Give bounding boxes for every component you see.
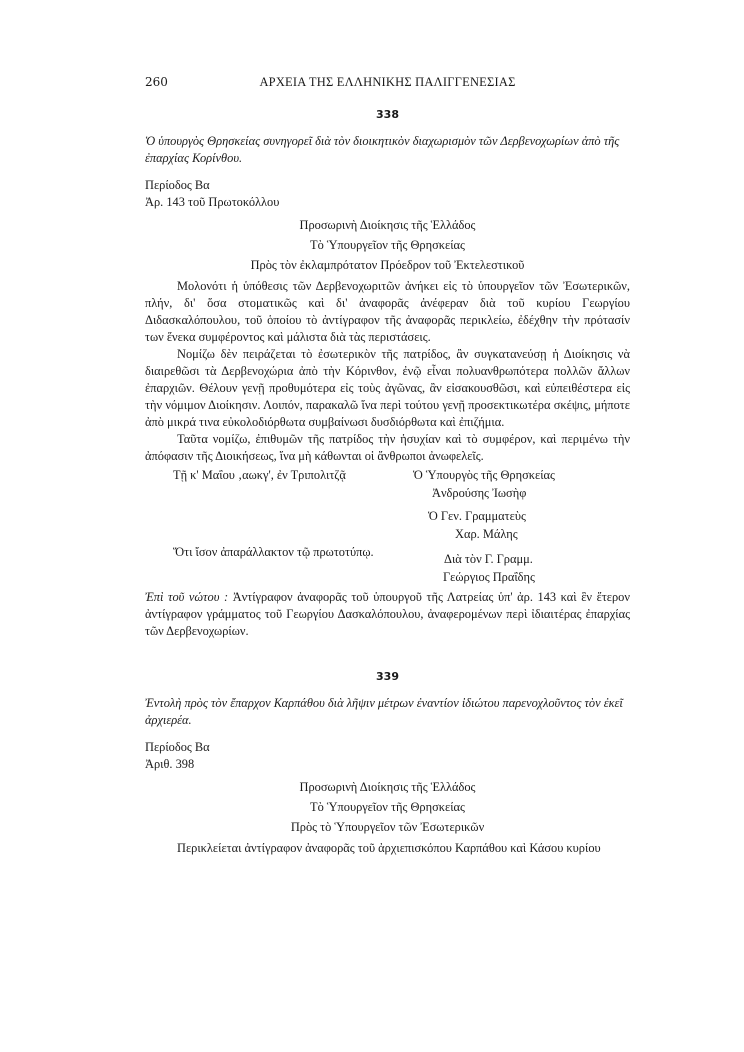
body-paragraph: Περικλείεται ἀντίγραφον ἀναφορᾶς τοῦ ἀρχιεπισκόπου Καρπάθου καὶ Κάσου κυρίου	[177, 841, 601, 855]
verso-note-338	[145, 589, 630, 640]
protocol-line-339: Ἀριθ. 398	[145, 757, 195, 771]
address-line: Πρὸς τὸν ἐκλαμπρότατον Πρόεδρον τοῦ Ἐκτελεστικοῦ	[250, 258, 525, 272]
document-page	[145, 74, 630, 857]
letter-body-338	[145, 278, 630, 465]
date-line: Τῇ κ' Μαΐου ‚αωκγ', ἐν Τριπολιτζᾷ	[173, 468, 346, 482]
for-secretary-name: Γεώργιος Πραΐδης	[443, 570, 535, 584]
verso-text: Ἀντίγραφον ἀναφορᾶς τοῦ ὑπουργοῦ τῆς Λατρείας ὑπ' ἀρ. 143 καὶ ἓν ἕτερον ἀντίγραφον γράμματος τοῦ Γεωργίου Δασκαλόπουλου, ἀναφερομένων περὶ ἰδιαιτέρας ἐπαρχίας τῶν Δερβενοχωρίων.	[145, 590, 630, 638]
document-summary-339: Ἐντολὴ πρὸς τὸν ἔπαρχον Καρπάθου διὰ λῆψιν μέτρων ἐναντίον ἰδιώτου παρενοχλοῦντος τὸν ἐκεῖ ἀρχιερέα.	[145, 696, 623, 727]
body-paragraph: Μολονότι ἡ ὑπόθεσις τῶν Δερβενοχωριτῶν ἀνήκει εἰς τὸ ὑπουργεῖον τῶν Ἐσωτερικῶν, πλήν, δι' ὅσα στοματικῶς καὶ δι' ἀναφορᾶς ἀνέφεραν διὰ τοῦ κυρίου Γεωργίου Διδασκαλόπουλου, τοῦ ὁποίου τὸ ἀντίγραφον τῆς ἀναφορᾶς περικλείω, ἐδέχθην τὴν πρότασίν των ἕνεκα συμφέροντος καὶ μάλιστα διὰ τὰς περιστάσεις.	[145, 279, 630, 344]
address-line: Προσωρινὴ Διοίκησις τῆς Ἑλλάδος	[299, 780, 476, 794]
protocol-line-338: Ἀρ. 143 τοῦ Πρωτοκόλλου	[145, 195, 280, 209]
copy-certification: Ὅτι ἴσον ἀπαράλλακτον τῷ πρωτοτύπῳ.	[173, 545, 374, 559]
running-header	[145, 74, 630, 92]
document-number-338: 338	[376, 108, 399, 121]
verso-label: Ἐπὶ τοῦ νώτου :	[145, 590, 229, 604]
document-number-339: 339	[376, 670, 399, 683]
secretary-title: Ὁ Γεν. Γραμματεὺς	[428, 509, 526, 523]
body-paragraph: Ταῦτα νομίζω, ἐπιθυμῶν τῆς πατρίδος τὴν ἡσυχίαν καὶ τὸ συμφέρον, καὶ περιμένω τὴν ἀπόφασιν τῆς Διοικήσεως, ἵνα μὴ κάθωνται οἱ ἄνθρωποι ἀνωφελεῖς.	[145, 432, 630, 463]
letter-body-339	[145, 840, 630, 857]
minister-name: Ἀνδρούσης Ἰωσὴφ	[432, 486, 527, 500]
running-title: ΑΡΧΕΙΑ ΤΗΣ ΕΛΛΗΝΙΚΗΣ ΠΑΛΙΓΓΕΝΕΣΙΑΣ	[259, 75, 516, 89]
minister-title: Ὁ Ὑπουργὸς τῆς Θρησκείας	[413, 468, 555, 482]
period-line-338: Περίοδος Βα	[145, 178, 210, 192]
document-summary-338: Ὁ ὑπουργὸς Θρησκείας συνηγορεῖ διὰ τὸν διοικητικὸν διαχωρισμὸν τῶν Δερβενοχωρίων ἀπὸ τῆς ἐπαρχίας Κορίνθου.	[145, 134, 620, 165]
address-line: Προσωρινὴ Διοίκησις τῆς Ἑλλάδος	[299, 218, 476, 232]
body-paragraph: Νομίζω δὲν πειράζεται τὸ ἐσωτερικὸν τῆς πατρίδος, ἂν συγκατανεύσῃ ἡ Διοίκησις νὰ διαιρεθῶσι τὰ Δερβενοχώρια ἀπὸ τὴν Κόρινθον, ἐνῷ εἶναι πολυανθρωπότερα πολλῶν ἄλλων ἐπαρχιῶν. Θέλουν γενῇ προθυμότερα εἰς τοὺς ἀγῶνας, ἂν εἰσακουσθῶσι, καὶ εὐπειθέστερα εἰς τὴν νόμιμον Διοίκησιν. Λοιπόν, παρακαλῶ ἵνα περὶ τούτου γενῇ προσεκτικωτέρα σκέψις, μήποτε ἀπὸ μικρά τινα εὐκολοδιόρθωτα συμβαίνωσι δυσδιόρθωτα καὶ ἐπιζήμια.	[145, 347, 630, 429]
address-block-338	[145, 217, 630, 274]
address-line: Τὸ Ὑπουργεῖον τῆς Θρησκείας	[310, 800, 465, 814]
signature-block-338	[145, 465, 630, 583]
address-block-339	[145, 779, 630, 836]
address-line: Πρὸς τὸ Ὑπουργεῖον τῶν Ἐσωτερικῶν	[290, 820, 485, 834]
period-line-339: Περίοδος Βα	[145, 740, 210, 754]
secretary-name: Χαρ. Μάλης	[455, 527, 518, 541]
address-line: Τὸ Ὑπουργεῖον τῆς Θρησκείας	[310, 238, 465, 252]
page-number: 260	[145, 75, 168, 89]
for-secretary-line: Διὰ τὸν Γ. Γραμμ.	[444, 552, 533, 566]
